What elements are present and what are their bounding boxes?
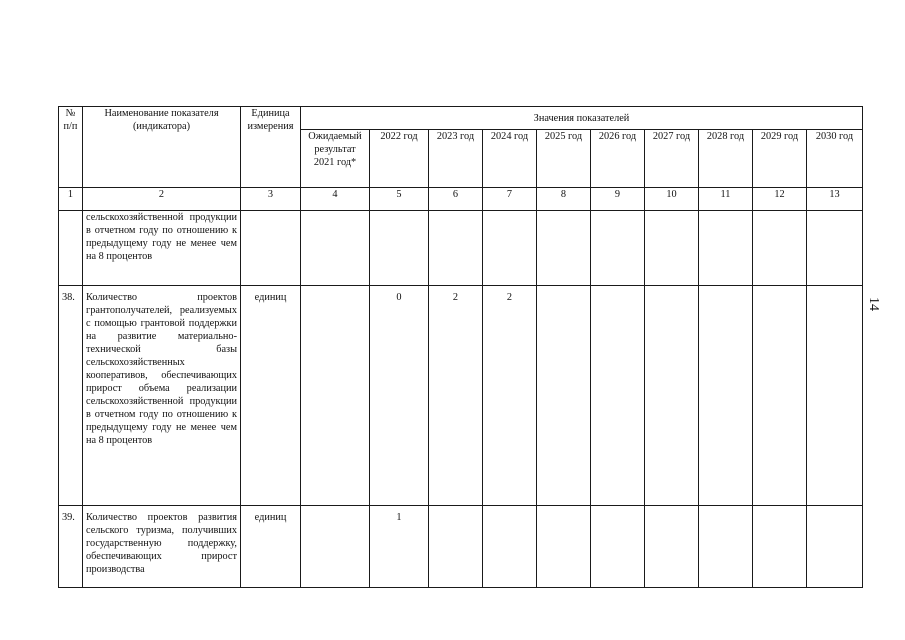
column-number: 9 xyxy=(591,188,645,211)
year-value xyxy=(699,211,753,286)
expected-value xyxy=(301,506,370,588)
table-row xyxy=(59,506,863,588)
year-value xyxy=(699,286,753,506)
indicator-unit xyxy=(241,211,301,286)
expected-value xyxy=(301,286,370,506)
column-number: 8 xyxy=(537,188,591,211)
year-value xyxy=(645,506,699,588)
indicator-name: Количество проектов грантополучателей, реализуемых с помощью грантовой поддержки на развитие материально-технической базы сельскохозяйственных кооперативов, обеспечивающих прирост объема реализации сельскохозяйственной продукции в отчетном году по отношению к предыдущему году не менее чем на 8 процентов xyxy=(83,286,241,506)
header-year: 2025 год xyxy=(537,130,591,188)
year-value xyxy=(807,286,863,506)
row-number xyxy=(59,211,83,286)
indicator-name: Количество проектов развития сельского туризма, получивших государственную поддержку, обеспечивающих прирост производства xyxy=(83,506,241,588)
header-year: 2023 год xyxy=(429,130,483,188)
header-year: 2026 год xyxy=(591,130,645,188)
year-value xyxy=(370,211,429,286)
page-number: 14 xyxy=(866,297,881,311)
year-value xyxy=(591,286,645,506)
column-number: 3 xyxy=(241,188,301,211)
header-year: 2022 год xyxy=(370,130,429,188)
header-name: Наименование показателя (индикатора) xyxy=(83,107,241,188)
year-value: 2 xyxy=(483,286,537,506)
header-expected: Ожидаемый результат 2021 год* xyxy=(301,130,370,188)
year-value xyxy=(807,506,863,588)
column-number: 10 xyxy=(645,188,699,211)
indicator-name: сельскохозяйственной продукции в отчетном году по отношению к предыдущему году не менее чем на 8 процентов xyxy=(83,211,241,286)
year-value xyxy=(699,506,753,588)
year-value: 0 xyxy=(370,286,429,506)
year-value xyxy=(429,211,483,286)
year-value xyxy=(753,506,807,588)
year-value xyxy=(483,211,537,286)
indicator-unit: единиц xyxy=(241,286,301,506)
year-value xyxy=(753,211,807,286)
year-value xyxy=(537,506,591,588)
header-values-group: Значения показателей xyxy=(301,107,863,130)
year-value xyxy=(645,286,699,506)
year-value xyxy=(483,506,537,588)
column-number: 5 xyxy=(370,188,429,211)
year-value xyxy=(591,506,645,588)
column-number: 6 xyxy=(429,188,483,211)
header-year: 2029 год xyxy=(753,130,807,188)
column-number: 13 xyxy=(807,188,863,211)
header-no: № п/п xyxy=(59,107,83,188)
table-row xyxy=(59,286,863,506)
column-number: 12 xyxy=(753,188,807,211)
column-number: 2 xyxy=(83,188,241,211)
indicator-unit: единиц xyxy=(241,506,301,588)
indicators-table xyxy=(58,106,863,588)
header-year: 2024 год xyxy=(483,130,537,188)
row-number: 38. xyxy=(59,286,83,506)
year-value xyxy=(429,506,483,588)
column-number: 11 xyxy=(699,188,753,211)
year-value xyxy=(753,286,807,506)
table-row xyxy=(59,211,863,286)
year-value xyxy=(591,211,645,286)
header-year: 2030 год xyxy=(807,130,863,188)
expected-value xyxy=(301,211,370,286)
column-number: 4 xyxy=(301,188,370,211)
year-value xyxy=(645,211,699,286)
column-number: 7 xyxy=(483,188,537,211)
header-year: 2028 год xyxy=(699,130,753,188)
column-number: 1 xyxy=(59,188,83,211)
header-row-top xyxy=(59,107,863,130)
year-value xyxy=(537,211,591,286)
header-unit: Единица измерения xyxy=(241,107,301,188)
year-value xyxy=(537,286,591,506)
year-value: 2 xyxy=(429,286,483,506)
header-year: 2027 год xyxy=(645,130,699,188)
row-number: 39. xyxy=(59,506,83,588)
year-value: 1 xyxy=(370,506,429,588)
column-number-row xyxy=(59,188,863,211)
year-value xyxy=(807,211,863,286)
